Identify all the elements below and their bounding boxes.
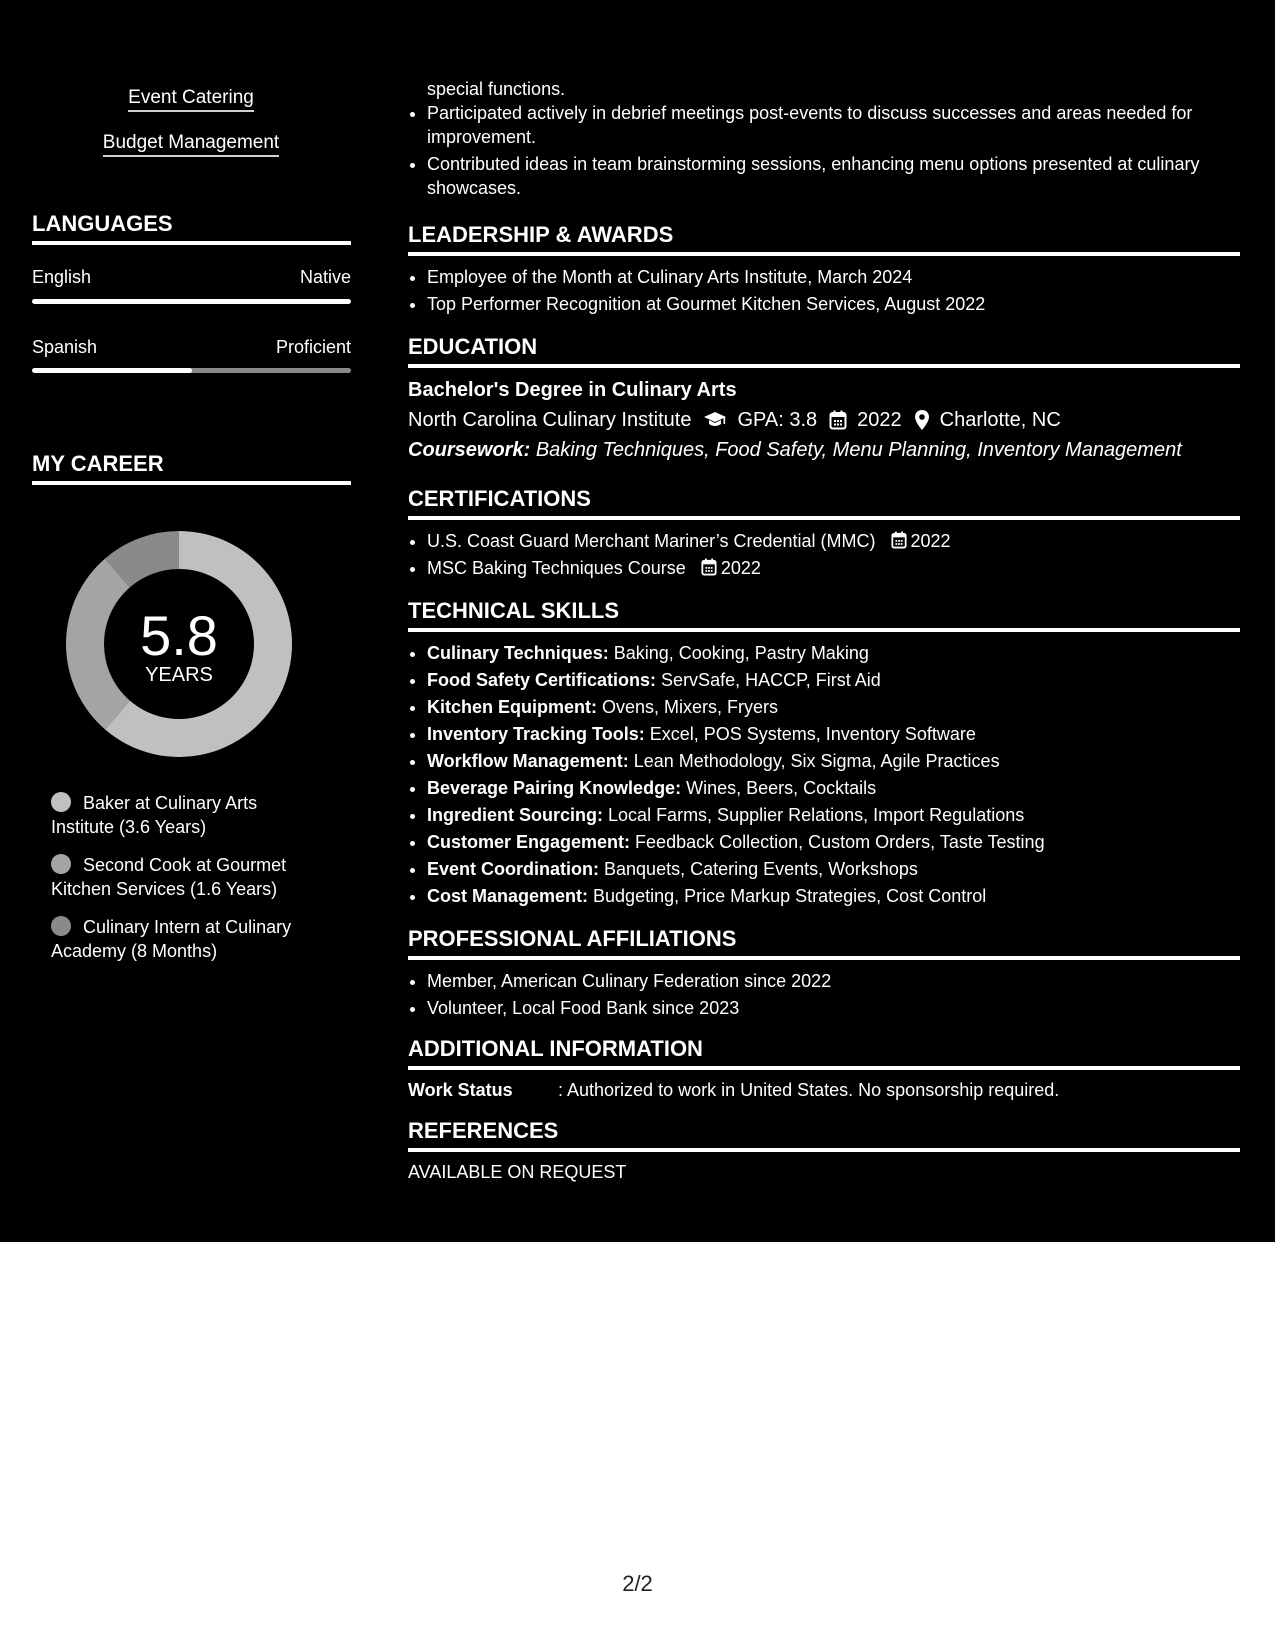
skill-values: Excel, POS Systems, Inventory Software (649, 724, 976, 744)
skill-category: Workflow Management: (427, 751, 629, 771)
school-location: Charlotte, NC (939, 409, 1061, 431)
legend-dot-icon (51, 792, 71, 812)
graduation-cap-icon (703, 411, 727, 429)
affiliations-section (408, 926, 1240, 1022)
location-pin-icon (914, 409, 930, 431)
skill-event-catering: Event Catering (0, 87, 382, 109)
education-meta (408, 405, 1240, 435)
references-section (408, 1118, 1240, 1184)
career-legend-item: Baker at Culinary Arts Institute (3.6 Years) (51, 793, 258, 837)
references-text: AVAILABLE ON REQUEST (408, 1162, 627, 1182)
additional-info-heading: ADDITIONAL INFORMATION (408, 1036, 1240, 1070)
certifications-heading: CERTIFICATIONS (408, 486, 1240, 520)
skill-category: Customer Engagement: (427, 832, 631, 852)
certifications-section (408, 486, 1240, 582)
career-total-value: 5.8 (140, 604, 218, 667)
calendar-icon (701, 558, 717, 576)
skill-category: Cost Management: (427, 886, 589, 906)
language-bar-fill (32, 299, 351, 304)
skill-values: ServSafe, HACCP, First Aid (661, 670, 881, 690)
career-legend-item: Second Cook at Gourmet Kitchen Services (1.6 Years) (51, 855, 287, 899)
work-status-value: : Authorized to work in United States. No sponsorship required. (558, 1080, 1060, 1100)
sidebar (0, 0, 382, 1242)
certification-year: 2022 (720, 558, 761, 578)
award-item: • Top Performer Recognition at Gourmet Kitchen Services, August 2022 (427, 291, 1240, 318)
skill-values: Lean Methodology, Six Sigma, Agile Practices (633, 751, 1000, 771)
language-name: Spanish (32, 337, 98, 357)
technical-skill-item (427, 640, 1240, 667)
technical-skill-item (427, 883, 1240, 910)
language-row-english (32, 267, 351, 288)
affiliation-item: • Member, American Culinary Federation since 2022 (427, 968, 1240, 995)
certification-item (427, 555, 1240, 582)
degree-title: Bachelor's Degree in Culinary Arts (408, 379, 737, 401)
education-heading: EDUCATION (408, 334, 1240, 368)
leadership-section (408, 222, 1240, 318)
certification-year: 2022 (910, 531, 951, 551)
technical-skills-list (408, 640, 1240, 910)
language-name: English (32, 267, 92, 287)
technical-skill-item (427, 721, 1240, 748)
graduation-year: 2022 (857, 409, 902, 431)
skill-category: Beverage Pairing Knowledge: (427, 778, 682, 798)
technical-skill-item (427, 775, 1240, 802)
language-bar-english (32, 299, 351, 304)
coursework-label: Coursework: (408, 439, 531, 461)
skill-values: Budgeting, Price Markup Strategies, Cost Control (593, 886, 987, 906)
language-bar-spanish (32, 368, 351, 373)
technical-skill-item (427, 667, 1240, 694)
leadership-heading: LEADERSHIP & AWARDS (408, 222, 1240, 256)
education-section (408, 334, 1240, 465)
career-total-unit: YEARS (145, 664, 213, 686)
affiliation-item: • Volunteer, Local Food Bank since 2023 (427, 995, 1240, 1022)
technical-skill-item (427, 802, 1240, 829)
skill-values: Banquets, Catering Events, Workshops (604, 859, 918, 879)
school-name: North Carolina Culinary Institute (408, 409, 692, 431)
affiliations-heading: PROFESSIONAL AFFILIATIONS (408, 926, 1240, 960)
coursework (408, 435, 1240, 465)
work-status-row (408, 1078, 1240, 1102)
language-bar-fill (32, 368, 192, 373)
experience-bullet: • Participated actively in debrief meetings post-events to discuss successes and areas needed for improvement. (427, 101, 1240, 149)
certification-name: U.S. Coast Guard Merchant Mariner’s Credential (MMC) (427, 531, 876, 551)
skill-category: Event Coordination: (427, 859, 599, 879)
calendar-icon (829, 410, 847, 430)
technical-skill-item (427, 856, 1240, 883)
skill-values: Feedback Collection, Custom Orders, Taste Testing (635, 832, 1045, 852)
skill-values: Wines, Beers, Cocktails (686, 778, 877, 798)
award-item: • Employee of the Month at Culinary Arts Institute, March 2024 (427, 264, 1240, 291)
technical-skill-item (427, 829, 1240, 856)
continued-line: special functions. (427, 79, 566, 99)
skill-category: Food Safety Certifications: (427, 670, 657, 690)
page-number: 2/2 (622, 1571, 653, 1596)
coursework-list: Baking Techniques, Food Safety, Menu Planning, Inventory Management (535, 439, 1182, 461)
certification-name: MSC Baking Techniques Course (427, 558, 686, 578)
skill-values: Local Farms, Supplier Relations, Import Regulations (608, 805, 1025, 825)
skill-category: Inventory Tracking Tools: (427, 724, 645, 744)
skill-category: Culinary Techniques: (427, 643, 609, 663)
additional-info-section (408, 1036, 1240, 1102)
skill-values: Ovens, Mixers, Fryers (602, 697, 779, 717)
career-legend-item: Culinary Intern at Culinary Academy (8 Months) (51, 917, 292, 961)
skill-budget-management: Budget Management (0, 132, 382, 154)
technical-skill-item (427, 748, 1240, 775)
references-heading: REFERENCES (408, 1118, 1240, 1152)
languages-heading: LANGUAGES (32, 211, 351, 245)
language-level: Proficient (275, 337, 351, 357)
language-level: Native (299, 267, 351, 287)
experience-bullet: • Contributed ideas in team brainstorming sessions, enhancing menu options presented at culinary showcases. (427, 152, 1240, 200)
language-row-spanish (32, 337, 351, 358)
skill-category: Ingredient Sourcing: (427, 805, 604, 825)
legend-dot-icon (51, 916, 71, 936)
career-heading: MY CAREER (32, 451, 351, 485)
work-status-label: Work Status (408, 1080, 513, 1100)
legend-dot-icon (51, 854, 71, 874)
technical-skills-section (408, 598, 1240, 910)
skill-category: Kitchen Equipment: (427, 697, 597, 717)
calendar-icon (891, 531, 907, 549)
technical-skill-item (427, 694, 1240, 721)
technical-skills-heading: TECHNICAL SKILLS (408, 598, 1240, 632)
gpa: GPA: 3.8 (737, 409, 818, 431)
certification-item (427, 528, 1240, 555)
experience-continued (408, 77, 1240, 200)
skill-values: Baking, Cooking, Pastry Making (613, 643, 869, 663)
